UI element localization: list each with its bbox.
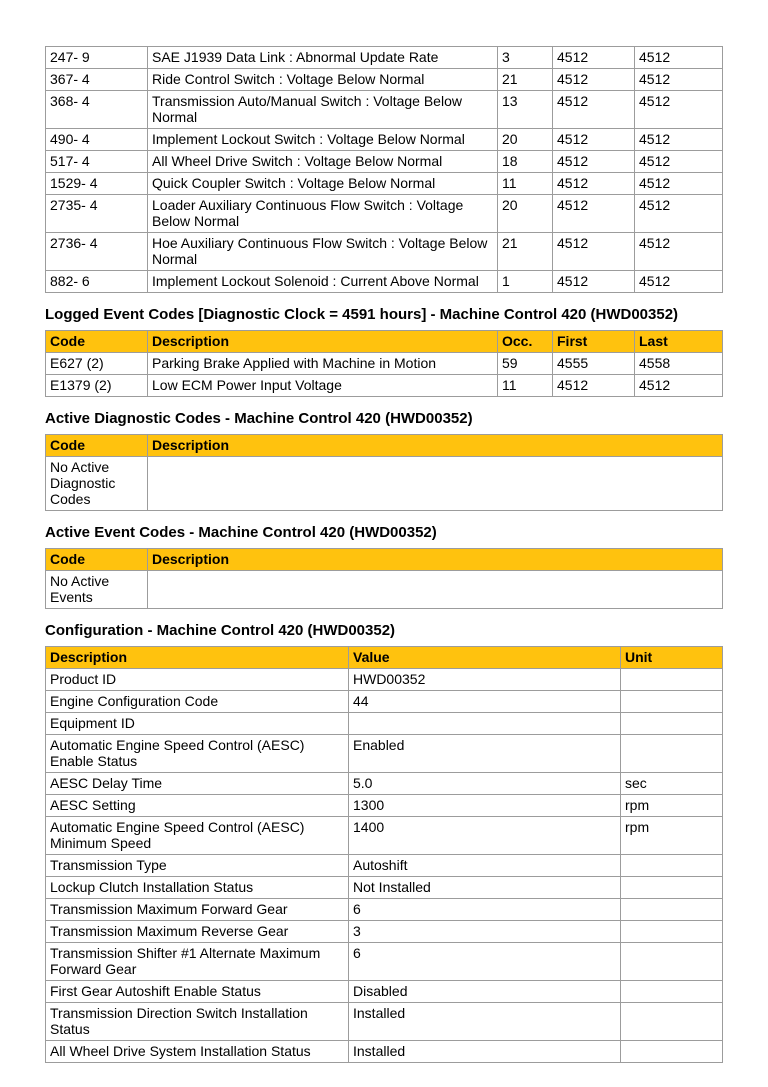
table-cell: 882- 6 [46,271,148,293]
table-cell [148,457,723,511]
table-row [46,817,723,855]
table-cell: 4512 [635,233,723,271]
table-cell: Transmission Direction Switch Installation Status [46,1003,349,1041]
table-cell [621,691,723,713]
table-cell: 4555 [553,353,635,375]
table-cell: Automatic Engine Speed Control (AESC) Minimum Speed [46,817,349,855]
table-row [46,669,723,691]
table-cell [621,1003,723,1041]
table-cell: 11 [498,375,553,397]
table-row [46,943,723,981]
table-cell: 4512 [635,151,723,173]
table-cell: SAE J1939 Data Link : Abnormal Update Rate [148,47,498,69]
table-cell: 4512 [553,233,635,271]
table-row [46,773,723,795]
table-cell: 4558 [635,353,723,375]
table-cell: 44 [349,691,621,713]
table-cell [621,921,723,943]
table-row [46,69,723,91]
table-cell: 4512 [635,69,723,91]
table-cell: Transmission Maximum Forward Gear [46,899,349,921]
table-row [46,571,723,609]
table-cell: Transmission Auto/Manual Switch : Voltage Below Normal [148,91,498,129]
table-header-row [46,435,723,457]
table-cell: 1300 [349,795,621,817]
table-cell: Autoshift [349,855,621,877]
table-cell: 4512 [553,375,635,397]
section-title-configuration: Configuration - Machine Control 420 (HWD00352) [45,622,396,639]
table-cell: 11 [498,173,553,195]
table-cell: 4512 [553,129,635,151]
table-cell: 367- 4 [46,69,148,91]
table-cell [621,1041,723,1063]
table-cell: Parking Brake Applied with Machine in Motion [148,353,498,375]
table-cell: Transmission Shifter #1 Alternate Maximum Forward Gear [46,943,349,981]
table-cell [148,571,723,609]
table-cell: 20 [498,195,553,233]
table-cell: Transmission Type [46,855,349,877]
table-row [46,1041,723,1063]
table-cell: 18 [498,151,553,173]
table-cell: Not Installed [349,877,621,899]
table-row [46,981,723,1003]
table-row [46,921,723,943]
table-row [46,129,723,151]
table-cell: Transmission Maximum Reverse Gear [46,921,349,943]
column-header-first: First [553,331,635,353]
section-title-logged-event-codes: Logged Event Codes [Diagnostic Clock = 4591 hours] - Machine Control 420 (HWD00352) [45,306,679,323]
table-cell: rpm [621,817,723,855]
table-cell [621,855,723,877]
table-cell: E627 (2) [46,353,148,375]
table-cell: 4512 [553,173,635,195]
table-cell: Implement Lockout Switch : Voltage Below Normal [148,129,498,151]
table-header-row [46,647,723,669]
column-header-unit: Unit [621,647,723,669]
table-cell: First Gear Autoshift Enable Status [46,981,349,1003]
table-row [46,173,723,195]
table-cell: 4512 [635,47,723,69]
logged-event-codes-table [45,330,723,397]
table-cell: 13 [498,91,553,129]
table-cell: 1 [498,271,553,293]
column-header-occurrences: Occ. [498,331,553,353]
table-cell: AESC Setting [46,795,349,817]
table-cell: 4512 [635,375,723,397]
table-cell: 20 [498,129,553,151]
column-header-code: Code [46,331,148,353]
table-cell: Ride Control Switch : Voltage Below Normal [148,69,498,91]
table-row [46,151,723,173]
table-cell: Installed [349,1003,621,1041]
column-header-code: Code [46,549,148,571]
table-cell: 6 [349,943,621,981]
table-cell: 21 [498,69,553,91]
column-header-description: Description [148,549,723,571]
table-cell: All Wheel Drive Switch : Voltage Below Normal [148,151,498,173]
table-cell: 490- 4 [46,129,148,151]
table-cell: 368- 4 [46,91,148,129]
table-cell: Engine Configuration Code [46,691,349,713]
table-cell: Implement Lockout Solenoid : Current Above Normal [148,271,498,293]
table-cell: AESC Delay Time [46,773,349,795]
table-row [46,195,723,233]
table-row [46,271,723,293]
table-cell: 2735- 4 [46,195,148,233]
column-header-value: Value [349,647,621,669]
column-header-code: Code [46,435,148,457]
table-row [46,855,723,877]
table-row [46,353,723,375]
table-cell: 4512 [635,195,723,233]
table-header-row [46,549,723,571]
table-cell: 517- 4 [46,151,148,173]
table-cell: 1529- 4 [46,173,148,195]
table-cell: 4512 [635,173,723,195]
table-row [46,91,723,129]
table-row [46,457,723,511]
table-cell: Disabled [349,981,621,1003]
table-row [46,691,723,713]
table-cell: 247- 9 [46,47,148,69]
table-cell: 4512 [635,129,723,151]
table-row [46,899,723,921]
table-cell: 4512 [553,271,635,293]
column-header-description: Description [148,331,498,353]
table-cell [621,981,723,1003]
table-row [46,735,723,773]
column-header-description: Description [148,435,723,457]
section-title-active-diagnostic-codes: Active Diagnostic Codes - Machine Control 420 (HWD00352) [45,410,473,427]
table-cell: sec [621,773,723,795]
table-cell [621,899,723,921]
table-cell [621,669,723,691]
table-cell: 2736- 4 [46,233,148,271]
column-header-description: Description [46,647,349,669]
table-cell: HWD00352 [349,669,621,691]
table-cell: 4512 [553,151,635,173]
table-row [46,877,723,899]
table-cell: Product ID [46,669,349,691]
section-title-active-event-codes: Active Event Codes - Machine Control 420 (HWD00352) [45,524,437,541]
table-cell: rpm [621,795,723,817]
table-cell [621,735,723,773]
table-cell: No Active Diagnostic Codes [46,457,148,511]
table-cell: 4512 [553,195,635,233]
table-cell: 4512 [553,47,635,69]
active-event-codes-table [45,548,723,609]
table-cell: 6 [349,899,621,921]
table-cell: 5.0 [349,773,621,795]
table-cell: 4512 [553,69,635,91]
table-cell: 21 [498,233,553,271]
table-cell [621,943,723,981]
table-cell: Quick Coupler Switch : Voltage Below Normal [148,173,498,195]
configuration-table [45,646,723,1063]
table-cell: 4512 [635,91,723,129]
table-cell: Loader Auxiliary Continuous Flow Switch : Voltage Below Normal [148,195,498,233]
table-row [46,233,723,271]
table-cell: 4512 [553,91,635,129]
table-row [46,795,723,817]
table-cell: Enabled [349,735,621,773]
table-cell: No Active Events [46,571,148,609]
table-cell: 4512 [635,271,723,293]
table-cell: E1379 (2) [46,375,148,397]
table-cell: Hoe Auxiliary Continuous Flow Switch : Voltage Below Normal [148,233,498,271]
table-row [46,47,723,69]
table-row [46,1003,723,1041]
table-row [46,375,723,397]
table-cell: 1400 [349,817,621,855]
table-cell: 59 [498,353,553,375]
table-row [46,713,723,735]
table-cell: Installed [349,1041,621,1063]
table-cell [349,713,621,735]
table-cell: Equipment ID [46,713,349,735]
table-cell: 3 [498,47,553,69]
diagnostic-codes-table-continued [45,46,723,293]
table-cell: Automatic Engine Speed Control (AESC) Enable Status [46,735,349,773]
table-cell [621,713,723,735]
table-cell: Low ECM Power Input Voltage [148,375,498,397]
table-header-row [46,331,723,353]
table-cell [621,877,723,899]
table-cell: 3 [349,921,621,943]
table-cell: Lockup Clutch Installation Status [46,877,349,899]
table-cell: All Wheel Drive System Installation Status [46,1041,349,1063]
active-diagnostic-codes-table [45,434,723,511]
column-header-last: Last [635,331,723,353]
